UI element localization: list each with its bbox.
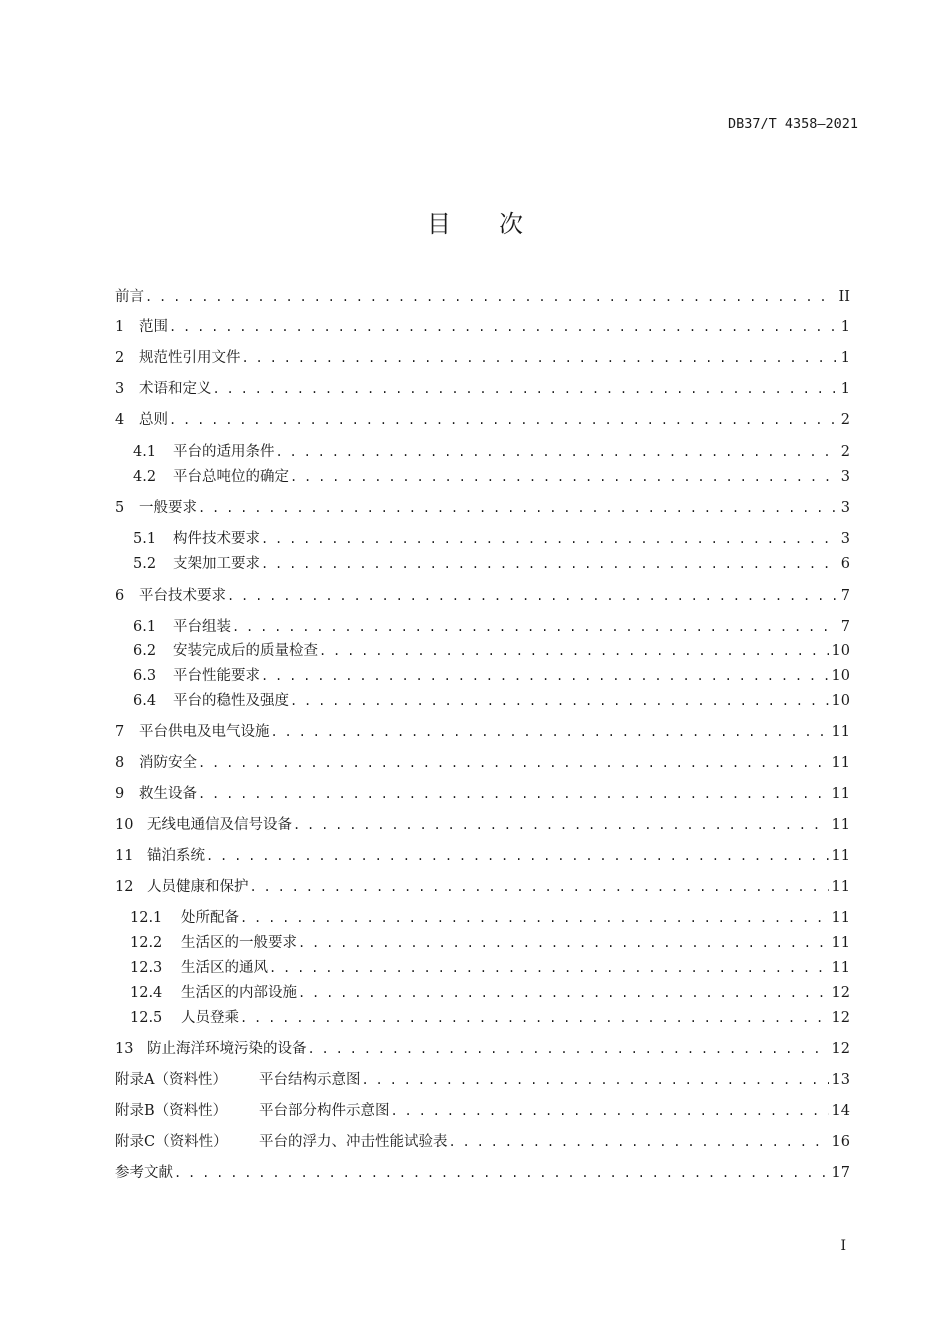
dot-leader (449, 1132, 829, 1152)
toc-entry-label: 防止海洋环境污染的设备 (147, 1041, 307, 1057)
toc-entry[interactable] (115, 815, 850, 835)
toc-entry-number: 6.2 (133, 643, 157, 659)
toc-entry-label: 平台的浮力、冲击性能试验表 (259, 1134, 448, 1150)
dot-leader (227, 586, 838, 606)
toc-entry[interactable] (133, 467, 850, 487)
toc-entry[interactable] (130, 933, 850, 953)
toc-entry-number: 4.1 (133, 444, 157, 460)
toc-entry-page: 1 (840, 350, 850, 366)
toc-entry-page: 14 (831, 1103, 850, 1119)
toc-entry-number: 5.2 (133, 556, 157, 572)
document-number: DB37/T 4358—2021 (727, 116, 858, 132)
dot-leader (169, 317, 838, 337)
toc-entry-number: 11 (115, 848, 134, 864)
toc-entry-label: 人员登乘 (181, 1010, 239, 1026)
toc-entry-page: 11 (831, 910, 850, 926)
dot-leader (240, 1008, 829, 1028)
toc-entry[interactable] (130, 908, 850, 928)
toc-entry[interactable] (115, 1039, 850, 1059)
dot-leader (298, 933, 829, 953)
dot-leader (298, 983, 829, 1003)
dot-leader (198, 753, 829, 773)
toc-entry-page: II (838, 289, 850, 305)
toc-entry-number: 4.2 (133, 469, 157, 485)
dot-leader (261, 554, 838, 574)
toc-entry-page: 7 (840, 588, 850, 604)
toc-entry-number: 12.3 (130, 960, 163, 976)
toc-entry[interactable] (115, 722, 850, 742)
toc-entry-number: 5 (115, 500, 125, 516)
toc-entry-page: 7 (840, 619, 850, 635)
toc-entry-label: 处所配备 (181, 910, 239, 926)
toc-entry-page: 6 (840, 556, 850, 572)
toc-entry-label: 规范性引用文件 (139, 350, 241, 366)
dot-leader (198, 498, 838, 518)
toc-entry-page: 16 (831, 1134, 850, 1150)
toc-entry[interactable] (133, 666, 850, 686)
toc-entry-number: 6.3 (133, 668, 157, 684)
toc-entry-number: 12.1 (130, 910, 163, 926)
toc-entry-number: 12.5 (130, 1010, 163, 1026)
toc-entry-label: 参考文献 (115, 1165, 173, 1181)
dot-leader (240, 908, 829, 928)
toc-entry-page: 11 (831, 935, 850, 951)
toc-entry-label: 前言 (115, 289, 144, 305)
page-title: 目次 (427, 210, 571, 238)
toc-entry[interactable] (115, 1070, 850, 1090)
toc-entry-number: 8 (115, 755, 125, 771)
toc-entry-page: 12 (831, 1010, 850, 1026)
toc-entry-label: 生活区的内部设施 (181, 985, 297, 1001)
toc-entry[interactable] (115, 348, 850, 368)
toc-entry[interactable] (115, 784, 850, 804)
dot-leader (319, 641, 829, 661)
toc-entry-page: 3 (840, 500, 850, 516)
toc-entry-page: 11 (831, 755, 850, 771)
toc-entry-label: 锚泊系统 (147, 848, 205, 864)
dot-leader (198, 784, 829, 804)
toc-entry[interactable] (115, 1101, 850, 1121)
toc-entry-label: 范围 (139, 319, 168, 335)
toc-entry-number: 4 (115, 412, 125, 428)
toc-entry-page: 2 (840, 444, 850, 460)
dot-leader (362, 1070, 829, 1090)
toc-entry-number: 13 (115, 1041, 134, 1057)
toc-entry[interactable] (115, 753, 850, 773)
toc-entry-number: 3 (115, 381, 125, 397)
toc-entry-number: 1 (115, 319, 125, 335)
toc-entry-page: 17 (831, 1165, 850, 1181)
toc-entry[interactable] (130, 983, 850, 1003)
toc-entry-page: 3 (840, 531, 850, 547)
toc-entry-page: 11 (831, 817, 850, 833)
toc-entry[interactable] (115, 877, 850, 897)
toc-entry[interactable] (115, 586, 850, 606)
toc-entry[interactable] (115, 410, 850, 430)
toc-entry-page: 12 (831, 985, 850, 1001)
toc-entry[interactable] (115, 379, 850, 399)
dot-leader (261, 666, 829, 686)
toc-entry[interactable] (133, 442, 850, 462)
toc-entry[interactable] (115, 846, 850, 866)
toc-entry-page: 10 (831, 643, 850, 659)
toc-entry[interactable] (115, 1132, 850, 1152)
dot-leader (145, 287, 836, 307)
toc-entry-page: 11 (831, 786, 850, 802)
toc-entry-page: 1 (840, 319, 850, 335)
dot-leader (290, 691, 829, 711)
toc-entry-number: 10 (115, 817, 134, 833)
toc-entry-label: 平台技术要求 (139, 588, 226, 604)
dot-leader (169, 410, 838, 430)
toc-entry-label: 平台的稳性及强度 (173, 693, 289, 709)
toc-entry-number: 2 (115, 350, 125, 366)
toc-entry-label: 人员健康和保护 (147, 879, 249, 895)
toc-entry-page: 11 (831, 848, 850, 864)
toc-entry-page: 11 (831, 724, 850, 740)
toc-entry-label: 安装完成后的质量检查 (173, 643, 318, 659)
toc-entry-label: 总则 (139, 412, 168, 428)
toc-entry-page: 10 (831, 668, 850, 684)
toc-entry-number: 12.2 (130, 935, 163, 951)
toc-entry-label: 平台组装 (173, 619, 231, 635)
toc-entry[interactable] (133, 691, 850, 711)
dot-leader (213, 379, 838, 399)
toc-entry-number: 9 (115, 786, 125, 802)
toc-entry[interactable] (130, 1008, 850, 1028)
toc-entry-label: 术语和定义 (139, 381, 212, 397)
toc-entry-label: 消防安全 (139, 755, 197, 771)
toc-entry[interactable] (115, 317, 850, 337)
toc-entry[interactable] (115, 498, 850, 518)
toc-entry-number: 12 (115, 879, 134, 895)
page-number: I (840, 1238, 846, 1254)
toc-entry[interactable] (130, 958, 850, 978)
toc-entry-label: 平台供电及电气设施 (139, 724, 270, 740)
dot-leader (206, 846, 829, 866)
toc-entry-page: 12 (831, 1041, 850, 1057)
toc-entry-number: 6 (115, 588, 125, 604)
toc-entry[interactable] (115, 287, 850, 307)
toc-entry-label: 生活区的通风 (181, 960, 268, 976)
toc-entry-label: 平台结构示意图 (259, 1072, 361, 1088)
toc-entry-label: 救生设备 (139, 786, 197, 802)
dot-leader (290, 467, 838, 487)
dot-leader (174, 1163, 829, 1183)
toc-entry-page: 3 (840, 469, 850, 485)
toc-entry-label: 构件技术要求 (173, 531, 260, 547)
toc-entry-label: 生活区的一般要求 (181, 935, 297, 951)
toc-entry-page: 10 (831, 693, 850, 709)
toc-entry[interactable] (133, 554, 850, 574)
toc-entry-number: 附录A（资料性） (115, 1072, 227, 1088)
toc-entry-label: 平台的适用条件 (173, 444, 275, 460)
toc-entry-number: 附录B（资料性） (115, 1103, 228, 1119)
toc-entry-label: 平台总吨位的确定 (173, 469, 289, 485)
dot-leader (271, 722, 829, 742)
dot-leader (308, 1039, 829, 1059)
toc-entry-page: 11 (831, 960, 850, 976)
dot-leader (250, 877, 829, 897)
dot-leader (242, 348, 838, 368)
dot-leader (232, 617, 838, 637)
toc-entry-page: 1 (840, 381, 850, 397)
toc-entry-label: 无线电通信及信号设备 (147, 817, 292, 833)
dot-leader (276, 442, 838, 462)
dot-leader (269, 958, 829, 978)
toc-entry-label: 支架加工要求 (173, 556, 260, 572)
toc-entry-label: 平台性能要求 (173, 668, 260, 684)
dot-leader (261, 529, 838, 549)
toc-entry-number: 5.1 (133, 531, 157, 547)
toc-entry[interactable] (133, 641, 850, 661)
toc-entry-page: 13 (831, 1072, 850, 1088)
toc-entry-page: 11 (831, 879, 850, 895)
toc-entry-number: 6.1 (133, 619, 157, 635)
toc-entry-page: 2 (840, 412, 850, 428)
toc-entry[interactable] (133, 617, 850, 637)
toc-entry[interactable] (115, 1163, 850, 1183)
dot-leader (391, 1101, 829, 1121)
toc-entry-number: 12.4 (130, 985, 163, 1001)
dot-leader (293, 815, 829, 835)
toc-entry-number: 7 (115, 724, 125, 740)
toc-entry-label: 一般要求 (139, 500, 197, 516)
toc-entry-number: 6.4 (133, 693, 157, 709)
toc-entry[interactable] (133, 529, 850, 549)
toc-entry-number: 附录C（资料性） (115, 1134, 228, 1150)
toc-entry-label: 平台部分构件示意图 (259, 1103, 390, 1119)
